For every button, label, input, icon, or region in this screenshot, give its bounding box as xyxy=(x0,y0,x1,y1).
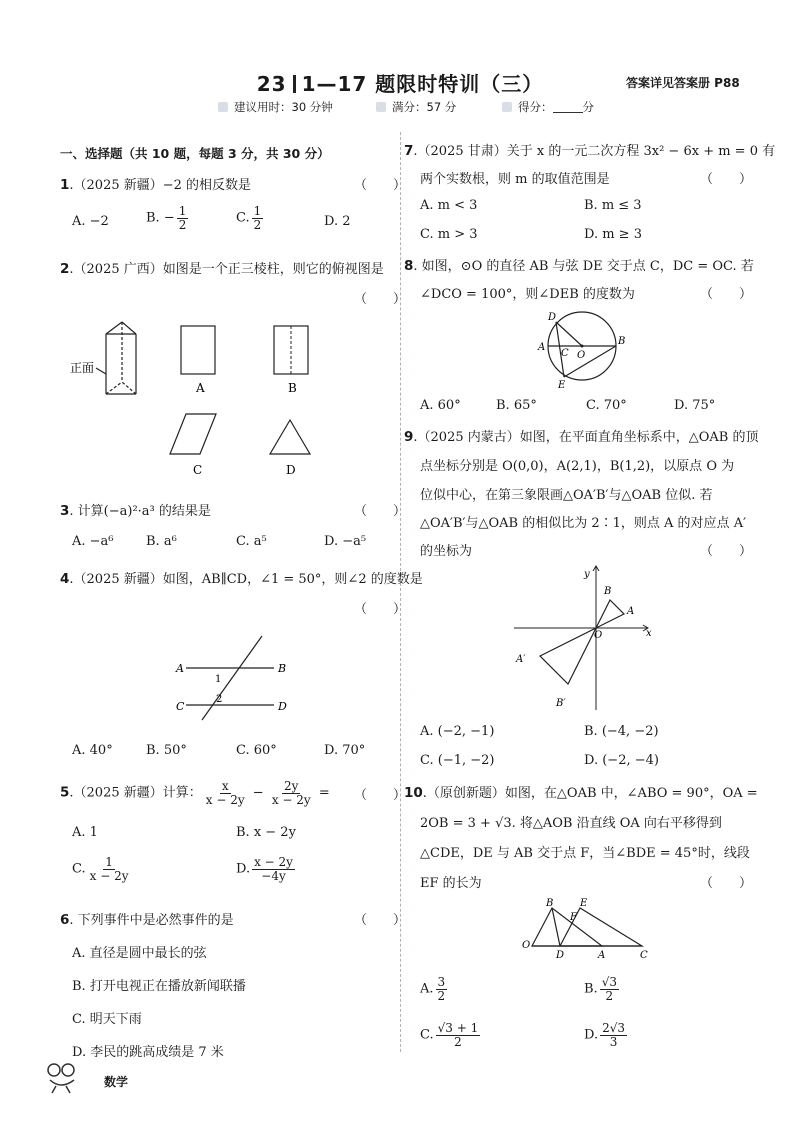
q1-answer-paren[interactable]: （ ） xyxy=(354,178,407,193)
pen-icon xyxy=(502,102,512,112)
front-label: 正面 xyxy=(70,361,95,375)
q10-answer-paren[interactable]: （ ） xyxy=(700,876,753,891)
center-dot xyxy=(581,345,584,348)
label-a-prime: A′ xyxy=(516,654,526,665)
q9-stem-line2: 点坐标分别是 O(0,0)，A(2,1)，B(1,2)，以原点 O 为 xyxy=(420,459,735,474)
label-a: A xyxy=(176,662,184,675)
q2-figure xyxy=(66,318,366,488)
triangle-oab xyxy=(596,600,624,628)
label-e: E xyxy=(580,898,588,909)
option-c-parallelogram xyxy=(170,414,216,454)
q7-option-d[interactable]: D. m ≥ 3 xyxy=(584,227,642,242)
q6-option-c[interactable]: C. 明天下雨 xyxy=(72,1012,142,1027)
q8-option-c[interactable]: C. 70° xyxy=(586,398,627,413)
q9-answer-paren[interactable]: （ ） xyxy=(700,544,753,559)
q8-option-b[interactable]: B. 65° xyxy=(496,398,537,413)
option-a-square xyxy=(181,326,215,374)
q10-stem-line4: EF 的长为 xyxy=(420,876,482,891)
q6-answer-paren[interactable]: （ ） xyxy=(354,913,407,928)
q2-stem: 2.（2025 广西）如图是一个正三棱柱，则它的俯视图是 xyxy=(60,261,384,277)
q4-answer-paren[interactable]: （ ） xyxy=(354,602,407,617)
full-score: 满分：57 分 xyxy=(376,99,456,115)
q9-option-a[interactable]: A. (−2, −1) xyxy=(420,724,495,739)
q6-stem: 6. 下列事件中是必然事件的是 xyxy=(60,912,234,928)
q8-option-a[interactable]: A. 60° xyxy=(420,398,461,413)
q9-stem-line5: 的坐标为 xyxy=(420,544,473,559)
segment-do xyxy=(556,322,582,346)
q9-option-b[interactable]: B. (−4, −2) xyxy=(584,724,659,739)
q9-stem-line4: △OA′B′与△OAB 的相似比为 2∶1，则点 A 的对应点 A′ xyxy=(420,516,747,531)
q10-stem-line2: 2OB = 3 + √3. 将△AOB 沿直线 OA 向右平移得到 xyxy=(420,816,722,831)
label-b: B xyxy=(604,586,612,597)
q2-answer-paren[interactable]: （ ） xyxy=(354,292,407,307)
label-d: D xyxy=(556,950,565,961)
segment-eb xyxy=(564,346,616,377)
angle-1-label: 1 xyxy=(215,674,222,685)
q5-option-b[interactable]: B. x − 2y xyxy=(236,825,296,840)
q7-option-c[interactable]: C. m > 3 xyxy=(420,227,478,242)
mascot-icon xyxy=(44,1060,80,1094)
q4-option-a[interactable]: A. 40° xyxy=(72,743,113,758)
footer-subject: 数学 xyxy=(104,1075,129,1089)
label-e: E xyxy=(558,380,566,390)
suggested-time: 建议用时：30 分钟 xyxy=(218,99,333,115)
answer-reference: 答案详见答案册 P88 xyxy=(626,76,740,90)
label-b-prime: B′ xyxy=(556,698,566,709)
q5-stem: 5.（2025 新疆）计算： $\frac{x}{x - 2y}$ − $\frac{2y}{x - 2y}$ = xyxy=(60,779,330,807)
q4-stem: 4.（2025 新疆）如图，AB∥CD，∠1 = 50°，则∠2 的度数是 xyxy=(60,571,423,587)
score-blank[interactable] xyxy=(553,100,583,113)
title-divider xyxy=(293,75,296,93)
label-b: B xyxy=(546,898,554,909)
q5-option-c[interactable]: C. $\frac{1}{x - 2y}$ xyxy=(72,855,129,883)
q5-option-d[interactable]: D. $\frac{x - 2y}{-4y}$ xyxy=(236,855,293,883)
score-got: 得分： 分 xyxy=(502,99,594,115)
q10-option-b[interactable]: B. $\frac{√3}{2}$ xyxy=(584,975,617,1003)
label-o: O xyxy=(522,940,531,951)
label-c: C xyxy=(640,950,648,961)
triangle-oab xyxy=(532,908,602,946)
q3-option-b[interactable]: B. a⁶ xyxy=(146,534,177,549)
q3-option-a[interactable]: A. −a⁶ xyxy=(72,534,114,549)
q10-option-a[interactable]: A. $\frac{3}{2}$ xyxy=(420,975,446,1003)
clock-icon xyxy=(218,102,228,112)
label-c: C xyxy=(561,348,569,359)
q1-option-a[interactable]: A. −2 xyxy=(72,214,109,229)
q10-option-d[interactable]: D. $\frac{2√3}{3}$ xyxy=(584,1021,626,1049)
q4-option-c[interactable]: C. 60° xyxy=(236,743,277,758)
triangular-prism xyxy=(96,322,136,394)
q3-option-d[interactable]: D. −a⁵ xyxy=(324,534,367,549)
q6-option-a[interactable]: A. 直径是圆中最长的弦 xyxy=(72,946,207,961)
q8-option-d[interactable]: D. 75° xyxy=(674,398,716,413)
q3-answer-paren[interactable]: （ ） xyxy=(354,504,407,519)
q10-figure xyxy=(518,896,658,962)
label-f: F xyxy=(570,912,577,923)
q8-stem-line1: 8. 如图，⊙O 的直径 AB 与弦 DE 交于点 C，DC = OC. 若 xyxy=(404,258,754,274)
score-icon xyxy=(376,102,386,112)
title-number: 23 xyxy=(256,72,287,96)
q9-figure xyxy=(508,562,658,712)
triangle-oa2b2 xyxy=(540,628,596,684)
q8-figure xyxy=(532,306,632,390)
q9-option-d[interactable]: D. (−2, −4) xyxy=(584,753,659,768)
option-c-label: C xyxy=(193,463,203,477)
label-o: O xyxy=(577,350,586,361)
q4-option-d[interactable]: D. 70° xyxy=(324,743,366,758)
q5-option-a[interactable]: A. 1 xyxy=(72,825,98,840)
q6-option-b[interactable]: B. 打开电视正在播放新闻联播 xyxy=(72,979,246,994)
q4-figure xyxy=(168,630,308,722)
q1-option-b[interactable]: B. − $\frac{1}{2}$ xyxy=(146,204,187,232)
q7-option-b[interactable]: B. m ≤ 3 xyxy=(584,198,642,213)
transversal xyxy=(202,636,262,720)
q1-stem: 1.（2025 新疆）−2 的相反数是 xyxy=(60,177,252,193)
q4-option-b[interactable]: B. 50° xyxy=(146,743,187,758)
q9-stem-line3: 位似中心，在第三象限画△OA′B′与△OAB 位似. 若 xyxy=(420,488,713,503)
q10-option-c[interactable]: C. $\frac{√3 + 1}{2}$ xyxy=(420,1021,479,1049)
q10-stem-line1: 10.（原创新题）如图，在△OAB 中，∠ABO = 90°，OA = xyxy=(404,785,758,801)
label-a: A xyxy=(598,950,606,961)
label-c: C xyxy=(176,700,185,713)
label-b: B xyxy=(278,662,287,675)
q7-stem-line2: 两个实数根，则 m 的取值范围是 xyxy=(420,172,610,187)
q5-answer-paren[interactable]: （ ） xyxy=(354,788,407,803)
q8-stem-line2: ∠DCO = 100°，则∠DEB 的度数为 xyxy=(420,287,635,302)
q3-stem: 3. 计算(−a)²·a³ 的结果是 xyxy=(60,503,211,519)
q7-option-a[interactable]: A. m < 3 xyxy=(420,198,478,213)
section-title: 一、选择题（共 10 题，每题 3 分，共 30 分） xyxy=(60,146,330,161)
q3-option-c[interactable]: C. a⁵ xyxy=(236,534,267,549)
q7-answer-paren[interactable]: （ ） xyxy=(700,172,753,187)
q1-option-d[interactable]: D. 2 xyxy=(324,214,351,229)
q10-stem-line3: △CDE，DE 与 AB 交于点 F，当∠BDE = 45°时，线段 xyxy=(420,846,750,861)
label-b: B xyxy=(618,336,626,347)
q9-stem-line1: 9.（2025 内蒙古）如图，在平面直角坐标系中，△OAB 的顶 xyxy=(404,429,759,445)
option-a-label: A xyxy=(196,381,205,395)
option-d-triangle xyxy=(270,420,310,454)
option-d-label: D xyxy=(286,463,296,477)
q1-option-c[interactable]: C. $\frac{1}{2}$ xyxy=(236,204,262,232)
label-a: A xyxy=(538,342,546,353)
title-text: 1—17 题限时特训（三） xyxy=(301,72,544,96)
angle-2-label: 2 xyxy=(216,694,223,705)
option-b-label: B xyxy=(288,381,297,395)
label-d: D xyxy=(548,312,557,323)
q7-stem-line1: 7.（2025 甘肃）关于 x 的一元二次方程 3x² − 6x + m = 0 有 xyxy=(404,143,776,159)
label-x: x xyxy=(646,628,652,639)
label-d: D xyxy=(278,700,287,713)
label-a: A xyxy=(627,606,635,617)
label-o: O xyxy=(594,630,603,641)
label-y: y xyxy=(584,569,590,580)
q8-answer-paren[interactable]: （ ） xyxy=(700,287,753,302)
q9-option-c[interactable]: C. (−1, −2) xyxy=(420,753,495,768)
q6-option-d[interactable]: D. 李民的跳高成绩是 7 米 xyxy=(72,1045,224,1060)
